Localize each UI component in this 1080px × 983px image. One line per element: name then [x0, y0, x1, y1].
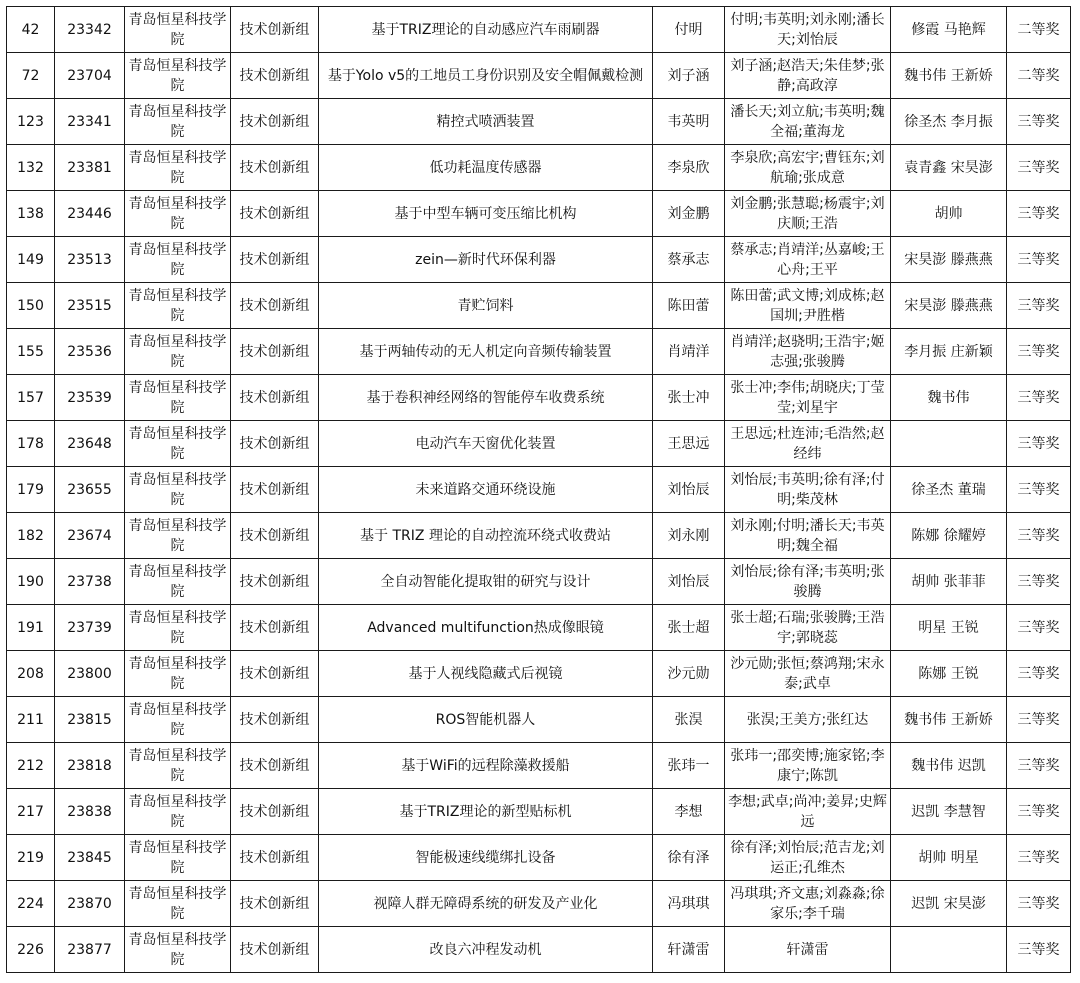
members-cell: 轩潇雷	[725, 927, 891, 973]
members-cell: 刘怡辰;韦英明;徐有泽;付明;柴茂林	[725, 467, 891, 513]
group-cell: 技术创新组	[231, 283, 319, 329]
advisors-cell: 胡帅	[891, 191, 1007, 237]
award-cell: 三等奖	[1007, 191, 1071, 237]
table-row	[7, 145, 1071, 191]
table-row	[7, 789, 1071, 835]
table-row	[7, 53, 1071, 99]
advisors-cell: 李月振 庄新颖	[891, 329, 1007, 375]
row-number-cell: 191	[7, 605, 55, 651]
project-title-cell: 电动汽车天窗优化装置	[319, 421, 653, 467]
members-cell: 沙元勋;张恒;蔡鸿翔;宋永泰;武卓	[725, 651, 891, 697]
school-cell: 青岛恒星科技学院	[125, 605, 231, 651]
project-id-cell: 23342	[55, 7, 125, 53]
project-title-cell: 改良六冲程发动机	[319, 927, 653, 973]
school-cell: 青岛恒星科技学院	[125, 99, 231, 145]
advisors-cell: 魏书伟 迟凯	[891, 743, 1007, 789]
table-row	[7, 881, 1071, 927]
advisors-cell: 胡帅 张菲菲	[891, 559, 1007, 605]
award-cell: 三等奖	[1007, 283, 1071, 329]
leader-cell: 张士冲	[653, 375, 725, 421]
members-cell: 蔡承志;肖靖洋;丛嘉峻;王心舟;王平	[725, 237, 891, 283]
award-cell: 三等奖	[1007, 743, 1071, 789]
table-row	[7, 513, 1071, 559]
row-number-cell: 208	[7, 651, 55, 697]
project-title-cell: 基于Yolo v5的工地员工身份识别及安全帽佩戴检测	[319, 53, 653, 99]
project-title-cell: zein—新时代环保利器	[319, 237, 653, 283]
advisors-cell: 魏书伟 王新娇	[891, 53, 1007, 99]
leader-cell: 刘子涵	[653, 53, 725, 99]
group-cell: 技术创新组	[231, 237, 319, 283]
row-number-cell: 150	[7, 283, 55, 329]
leader-cell: 李想	[653, 789, 725, 835]
project-title-cell: 基于人视线隐藏式后视镜	[319, 651, 653, 697]
project-title-cell: 全自动智能化提取钳的研究与设计	[319, 559, 653, 605]
project-id-cell: 23870	[55, 881, 125, 927]
members-cell: 刘永刚;付明;潘长天;韦英明;魏全福	[725, 513, 891, 559]
table-row	[7, 559, 1071, 605]
award-cell: 三等奖	[1007, 421, 1071, 467]
leader-cell: 张士超	[653, 605, 725, 651]
advisors-cell: 陈娜 王锐	[891, 651, 1007, 697]
members-cell: 陈田蕾;武文博;刘成栋;赵国圳;尹胜楷	[725, 283, 891, 329]
row-number-cell: 219	[7, 835, 55, 881]
advisors-cell: 陈娜 徐耀婷	[891, 513, 1007, 559]
table-row	[7, 467, 1071, 513]
project-title-cell: 基于卷积神经网络的智能停车收费系统	[319, 375, 653, 421]
group-cell: 技术创新组	[231, 375, 319, 421]
table-row	[7, 329, 1071, 375]
members-cell: 刘子涵;赵浩天;朱佳梦;张静;高政淳	[725, 53, 891, 99]
leader-cell: 刘永刚	[653, 513, 725, 559]
advisors-cell: 徐圣杰 董瑞	[891, 467, 1007, 513]
leader-cell: 刘怡辰	[653, 559, 725, 605]
project-id-cell: 23446	[55, 191, 125, 237]
members-cell: 李泉欣;高宏宇;曹钰东;刘航瑜;张成意	[725, 145, 891, 191]
group-cell: 技术创新组	[231, 191, 319, 237]
table-row	[7, 375, 1071, 421]
advisors-cell: 明星 王锐	[891, 605, 1007, 651]
school-cell: 青岛恒星科技学院	[125, 835, 231, 881]
row-number-cell: 211	[7, 697, 55, 743]
group-cell: 技术创新组	[231, 145, 319, 191]
members-cell: 付明;韦英明;刘永刚;潘长天;刘怡辰	[725, 7, 891, 53]
award-cell: 三等奖	[1007, 651, 1071, 697]
project-id-cell: 23845	[55, 835, 125, 881]
leader-cell: 刘金鹏	[653, 191, 725, 237]
school-cell: 青岛恒星科技学院	[125, 927, 231, 973]
row-number-cell: 212	[7, 743, 55, 789]
award-cell: 三等奖	[1007, 927, 1071, 973]
project-title-cell: Advanced multifunction热成像眼镜	[319, 605, 653, 651]
school-cell: 青岛恒星科技学院	[125, 697, 231, 743]
project-title-cell: 基于中型车辆可变压缩比机构	[319, 191, 653, 237]
leader-cell: 李泉欣	[653, 145, 725, 191]
table-row	[7, 651, 1071, 697]
leader-cell: 蔡承志	[653, 237, 725, 283]
advisors-cell: 迟凯 宋昊澎	[891, 881, 1007, 927]
group-cell: 技术创新组	[231, 7, 319, 53]
project-title-cell: 基于 TRIZ 理论的自动控流环绕式收费站	[319, 513, 653, 559]
award-cell: 三等奖	[1007, 329, 1071, 375]
row-number-cell: 157	[7, 375, 55, 421]
row-number-cell: 123	[7, 99, 55, 145]
members-cell: 张淏;王美方;张红达	[725, 697, 891, 743]
members-cell: 张玮一;邵奕博;施家铭;李康宁;陈凯	[725, 743, 891, 789]
leader-cell: 刘怡辰	[653, 467, 725, 513]
school-cell: 青岛恒星科技学院	[125, 53, 231, 99]
school-cell: 青岛恒星科技学院	[125, 421, 231, 467]
leader-cell: 陈田蕾	[653, 283, 725, 329]
project-id-cell: 23739	[55, 605, 125, 651]
members-cell: 张士超;石瑞;张骏腾;王浩宇;郭晓蕊	[725, 605, 891, 651]
advisors-cell: 胡帅 明星	[891, 835, 1007, 881]
table-row	[7, 237, 1071, 283]
award-cell: 三等奖	[1007, 835, 1071, 881]
project-id-cell: 23381	[55, 145, 125, 191]
row-number-cell: 42	[7, 7, 55, 53]
row-number-cell: 149	[7, 237, 55, 283]
row-number-cell: 217	[7, 789, 55, 835]
project-title-cell: 基于两轴传动的无人机定向音频传输装置	[319, 329, 653, 375]
project-id-cell: 23648	[55, 421, 125, 467]
table-row	[7, 927, 1071, 973]
row-number-cell: 224	[7, 881, 55, 927]
group-cell: 技术创新组	[231, 559, 319, 605]
school-cell: 青岛恒星科技学院	[125, 467, 231, 513]
award-cell: 三等奖	[1007, 467, 1071, 513]
project-title-cell: 基于TRIZ理论的新型贴标机	[319, 789, 653, 835]
table-row	[7, 421, 1071, 467]
award-list-table-wrapper	[6, 6, 1070, 973]
project-id-cell: 23818	[55, 743, 125, 789]
award-cell: 三等奖	[1007, 375, 1071, 421]
school-cell: 青岛恒星科技学院	[125, 651, 231, 697]
project-id-cell: 23536	[55, 329, 125, 375]
group-cell: 技术创新组	[231, 605, 319, 651]
award-cell: 三等奖	[1007, 559, 1071, 605]
award-list-table	[6, 6, 1071, 973]
project-id-cell: 23877	[55, 927, 125, 973]
group-cell: 技术创新组	[231, 651, 319, 697]
project-id-cell: 23513	[55, 237, 125, 283]
advisors-cell	[891, 421, 1007, 467]
row-number-cell: 155	[7, 329, 55, 375]
advisors-cell: 袁青鑫 宋昊澎	[891, 145, 1007, 191]
advisors-cell: 徐圣杰 李月振	[891, 99, 1007, 145]
leader-cell: 沙元勋	[653, 651, 725, 697]
project-title-cell: ROS智能机器人	[319, 697, 653, 743]
school-cell: 青岛恒星科技学院	[125, 7, 231, 53]
project-id-cell: 23674	[55, 513, 125, 559]
project-id-cell: 23738	[55, 559, 125, 605]
project-id-cell: 23539	[55, 375, 125, 421]
row-number-cell: 179	[7, 467, 55, 513]
award-cell: 三等奖	[1007, 513, 1071, 559]
group-cell: 技术创新组	[231, 99, 319, 145]
award-cell: 三等奖	[1007, 881, 1071, 927]
members-cell: 刘怡辰;徐有泽;韦英明;张骏腾	[725, 559, 891, 605]
advisors-cell: 魏书伟 王新娇	[891, 697, 1007, 743]
table-row	[7, 191, 1071, 237]
row-number-cell: 178	[7, 421, 55, 467]
project-id-cell: 23815	[55, 697, 125, 743]
row-number-cell: 138	[7, 191, 55, 237]
school-cell: 青岛恒星科技学院	[125, 743, 231, 789]
table-row	[7, 283, 1071, 329]
school-cell: 青岛恒星科技学院	[125, 559, 231, 605]
project-title-cell: 低功耗温度传感器	[319, 145, 653, 191]
group-cell: 技术创新组	[231, 927, 319, 973]
table-row	[7, 605, 1071, 651]
advisors-cell	[891, 927, 1007, 973]
advisors-cell: 宋昊澎 滕燕燕	[891, 283, 1007, 329]
award-cell: 三等奖	[1007, 145, 1071, 191]
award-cell: 三等奖	[1007, 237, 1071, 283]
members-cell: 冯琪琪;齐文惠;刘淼淼;徐家乐;李千瑞	[725, 881, 891, 927]
members-cell: 徐有泽;刘怡辰;范吉龙;刘运正;孔维杰	[725, 835, 891, 881]
row-number-cell: 190	[7, 559, 55, 605]
group-cell: 技术创新组	[231, 329, 319, 375]
advisors-cell: 修霞 马艳辉	[891, 7, 1007, 53]
project-id-cell: 23655	[55, 467, 125, 513]
table-body	[7, 7, 1071, 973]
group-cell: 技术创新组	[231, 835, 319, 881]
table-row	[7, 7, 1071, 53]
project-id-cell: 23341	[55, 99, 125, 145]
group-cell: 技术创新组	[231, 697, 319, 743]
leader-cell: 付明	[653, 7, 725, 53]
award-cell: 三等奖	[1007, 99, 1071, 145]
group-cell: 技术创新组	[231, 53, 319, 99]
group-cell: 技术创新组	[231, 743, 319, 789]
table-row	[7, 99, 1071, 145]
project-title-cell: 视障人群无障碍系统的研发及产业化	[319, 881, 653, 927]
row-number-cell: 72	[7, 53, 55, 99]
group-cell: 技术创新组	[231, 467, 319, 513]
advisors-cell: 宋昊澎 滕燕燕	[891, 237, 1007, 283]
table-row	[7, 697, 1071, 743]
project-title-cell: 精控式喷洒装置	[319, 99, 653, 145]
row-number-cell: 182	[7, 513, 55, 559]
award-cell: 三等奖	[1007, 605, 1071, 651]
project-id-cell: 23800	[55, 651, 125, 697]
school-cell: 青岛恒星科技学院	[125, 789, 231, 835]
members-cell: 张士冲;李伟;胡晓庆;丁莹莹;刘星宇	[725, 375, 891, 421]
school-cell: 青岛恒星科技学院	[125, 237, 231, 283]
members-cell: 肖靖洋;赵骁明;王浩宇;姬志强;张骏腾	[725, 329, 891, 375]
members-cell: 刘金鹏;张慧聪;杨震宇;刘庆顺;王浩	[725, 191, 891, 237]
project-id-cell: 23515	[55, 283, 125, 329]
leader-cell: 徐有泽	[653, 835, 725, 881]
leader-cell: 韦英明	[653, 99, 725, 145]
award-cell: 三等奖	[1007, 697, 1071, 743]
advisors-cell: 迟凯 李慧智	[891, 789, 1007, 835]
school-cell: 青岛恒星科技学院	[125, 283, 231, 329]
leader-cell: 轩潇雷	[653, 927, 725, 973]
leader-cell: 王思远	[653, 421, 725, 467]
award-cell: 三等奖	[1007, 789, 1071, 835]
row-number-cell: 226	[7, 927, 55, 973]
leader-cell: 肖靖洋	[653, 329, 725, 375]
group-cell: 技术创新组	[231, 881, 319, 927]
project-title-cell: 基于TRIZ理论的自动感应汽车雨刷器	[319, 7, 653, 53]
project-title-cell: 未来道路交通环绕设施	[319, 467, 653, 513]
row-number-cell: 132	[7, 145, 55, 191]
school-cell: 青岛恒星科技学院	[125, 329, 231, 375]
award-cell: 二等奖	[1007, 7, 1071, 53]
group-cell: 技术创新组	[231, 789, 319, 835]
leader-cell: 张玮一	[653, 743, 725, 789]
school-cell: 青岛恒星科技学院	[125, 191, 231, 237]
members-cell: 潘长天;刘立航;韦英明;魏全福;董海龙	[725, 99, 891, 145]
members-cell: 王思远;杜连沛;毛浩然;赵经纬	[725, 421, 891, 467]
school-cell: 青岛恒星科技学院	[125, 513, 231, 559]
advisors-cell: 魏书伟	[891, 375, 1007, 421]
members-cell: 李想;武卓;尚冲;姜昇;史辉远	[725, 789, 891, 835]
project-title-cell: 智能极速线缆绑扎设备	[319, 835, 653, 881]
school-cell: 青岛恒星科技学院	[125, 375, 231, 421]
school-cell: 青岛恒星科技学院	[125, 881, 231, 927]
project-id-cell: 23838	[55, 789, 125, 835]
group-cell: 技术创新组	[231, 513, 319, 559]
project-title-cell: 基于WiFi的远程除藻救援船	[319, 743, 653, 789]
table-row	[7, 743, 1071, 789]
school-cell: 青岛恒星科技学院	[125, 145, 231, 191]
leader-cell: 张淏	[653, 697, 725, 743]
project-id-cell: 23704	[55, 53, 125, 99]
leader-cell: 冯琪琪	[653, 881, 725, 927]
project-title-cell: 青贮饲料	[319, 283, 653, 329]
group-cell: 技术创新组	[231, 421, 319, 467]
award-cell: 二等奖	[1007, 53, 1071, 99]
table-row	[7, 835, 1071, 881]
